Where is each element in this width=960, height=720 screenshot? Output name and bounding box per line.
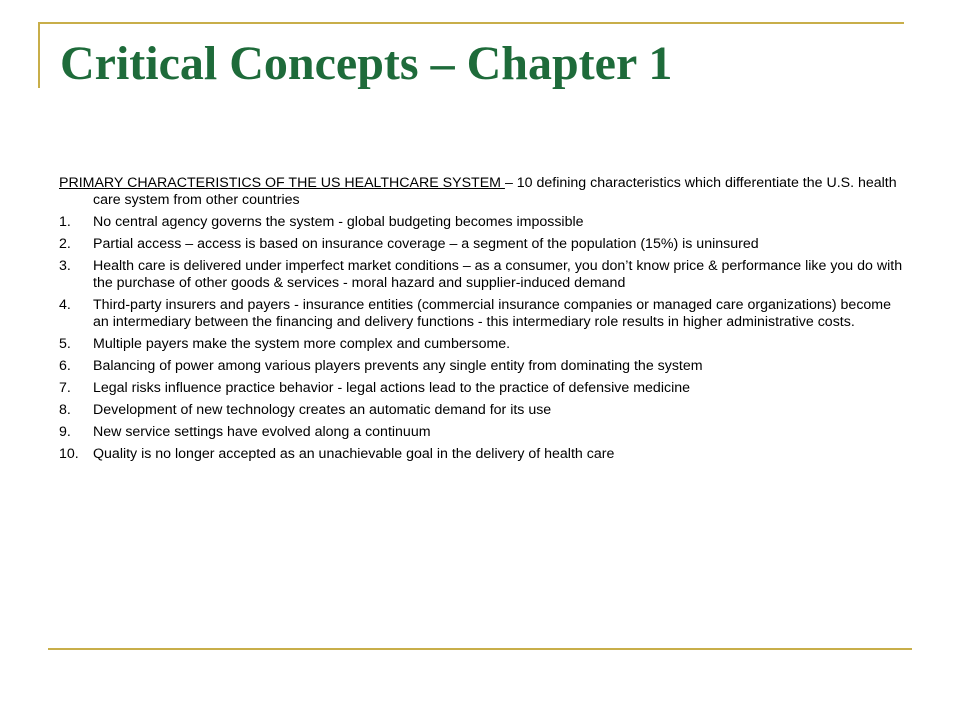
- item-number: 5.: [59, 336, 71, 352]
- list-item: [59, 358, 909, 375]
- item-number: 3.: [59, 258, 71, 274]
- item-text: New service settings have evolved along a continuum: [93, 424, 431, 440]
- item-text: Quality is no longer accepted as an unachievable goal in the delivery of health care: [93, 446, 615, 462]
- list-item: [59, 297, 909, 331]
- item-number: 8.: [59, 402, 71, 418]
- item-text: Third-party insurers and payers - insurance entities (commercial insurance companies or managed care organizations) become an intermediary between the financing and delivery functions - this intermediary role results in higher administrative costs.: [93, 297, 892, 330]
- characteristics-list: [59, 214, 909, 463]
- item-text: Partial access – access is based on insurance coverage – a segment of the population (15%) is uninsured: [93, 236, 759, 252]
- list-item: [59, 424, 909, 441]
- list-item: [59, 380, 909, 397]
- slide-body: [59, 175, 909, 468]
- item-number: 10.: [59, 446, 79, 462]
- item-number: 7.: [59, 380, 71, 396]
- intro-heading: PRIMARY CHARACTERISTICS OF THE US HEALTHCARE SYSTEM: [59, 175, 505, 191]
- list-item: [59, 336, 909, 353]
- item-text: Balancing of power among various players prevents any single entity from dominating the system: [93, 358, 703, 374]
- item-number: 9.: [59, 424, 71, 440]
- item-text: Multiple payers make the system more complex and cumbersome.: [93, 336, 511, 352]
- list-item: [59, 258, 909, 292]
- item-number: 4.: [59, 297, 71, 313]
- bottom-rule: [48, 648, 912, 650]
- intro-text: – 10 defining characteristics which differentiate the U.S. health care system from other countries: [93, 175, 897, 208]
- list-item: [59, 236, 909, 253]
- list-item: [59, 402, 909, 419]
- item-text: Legal risks influence practice behavior - legal actions lead to the practice of defensive medicine: [93, 380, 690, 396]
- list-item: [59, 214, 909, 231]
- item-number: 1.: [59, 214, 71, 230]
- slide-title: Critical Concepts – Chapter 1: [60, 37, 673, 90]
- item-text: No central agency governs the system - global budgeting becomes impossible: [93, 214, 584, 230]
- item-number: 2.: [59, 236, 71, 252]
- intro-paragraph: [59, 175, 909, 209]
- left-rule: [38, 22, 40, 88]
- item-text: Health care is delivered under imperfect market conditions – as a consumer, you don’t know price & performance like you do with the purchase of other goods & services - moral hazard and supplier-induced demand: [93, 258, 903, 291]
- list-item: [59, 446, 909, 463]
- top-rule: [40, 22, 904, 24]
- item-text: Development of new technology creates an automatic demand for its use: [93, 402, 552, 418]
- item-number: 6.: [59, 358, 71, 374]
